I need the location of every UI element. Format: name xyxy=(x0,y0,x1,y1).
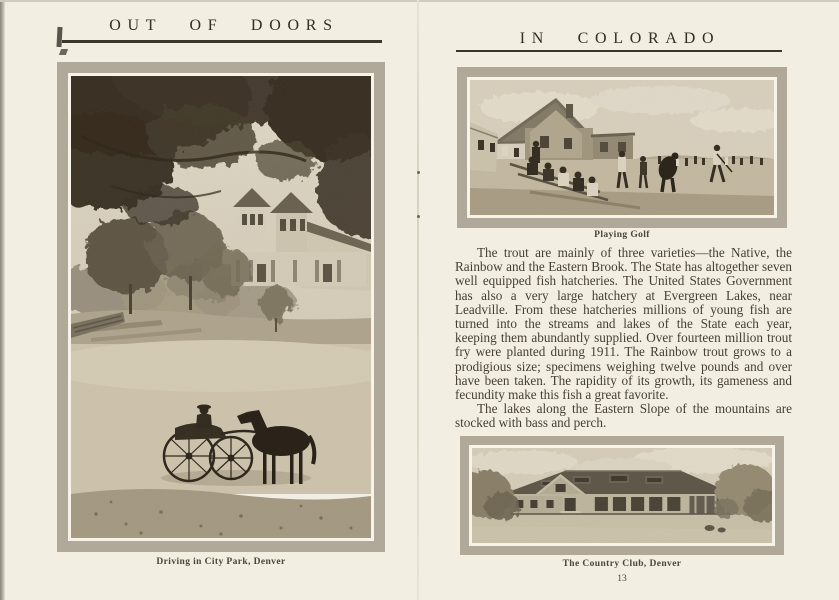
page-number: 13 xyxy=(617,574,627,584)
right-header-rule xyxy=(456,50,782,52)
scan-edge-top xyxy=(0,0,839,2)
left-header-rule xyxy=(62,40,382,43)
photo-playing-golf xyxy=(470,80,774,215)
photo-country-club-frame xyxy=(460,436,784,555)
photo-city-park xyxy=(71,76,371,538)
stitch-dot xyxy=(417,171,420,174)
paragraph-trout: The trout are mainly of three varieties—the Native, the Rainbow and the Eastern Brook. The State has altogether seven well equipped fish hatcheries. The United States Government has also a very large hatchery at Evergreen Lakes, near Leadville. From these hatcheries millions of young fish are turned into the streams and lakes of the State each year, keeping them abundantly supplied. Over fourteen million trout fry were planted during 1911. The Rainbow trout grows to a prodigious size; specimens weighing twelve pounds and over have been taken. The rapidity of its growth, its gameness and fecundity make this fish a great favorite. xyxy=(455,245,792,403)
right-page-header: IN COLORADO xyxy=(519,30,721,47)
paragraph-lakes: The lakes along the Eastern Slope of the mountains are stocked with bass and perch. xyxy=(455,401,792,431)
left-photo-caption: Driving in City Park, Denver xyxy=(156,557,286,567)
photo-playing-golf-frame xyxy=(457,67,787,228)
left-page-header: OUT OF DOORS xyxy=(109,17,339,34)
scan-artifact xyxy=(56,27,62,47)
photo-city-park-frame xyxy=(57,62,385,552)
scan-edge-left xyxy=(0,0,5,600)
stitch-dot xyxy=(417,215,420,218)
scan-artifact xyxy=(59,49,68,55)
country-club-caption: The Country Club, Denver xyxy=(562,559,682,569)
photo-country-club xyxy=(472,448,772,543)
body-text xyxy=(455,246,792,431)
book-gutter-crease xyxy=(417,0,419,600)
golf-photo-caption: Playing Golf xyxy=(594,230,650,240)
